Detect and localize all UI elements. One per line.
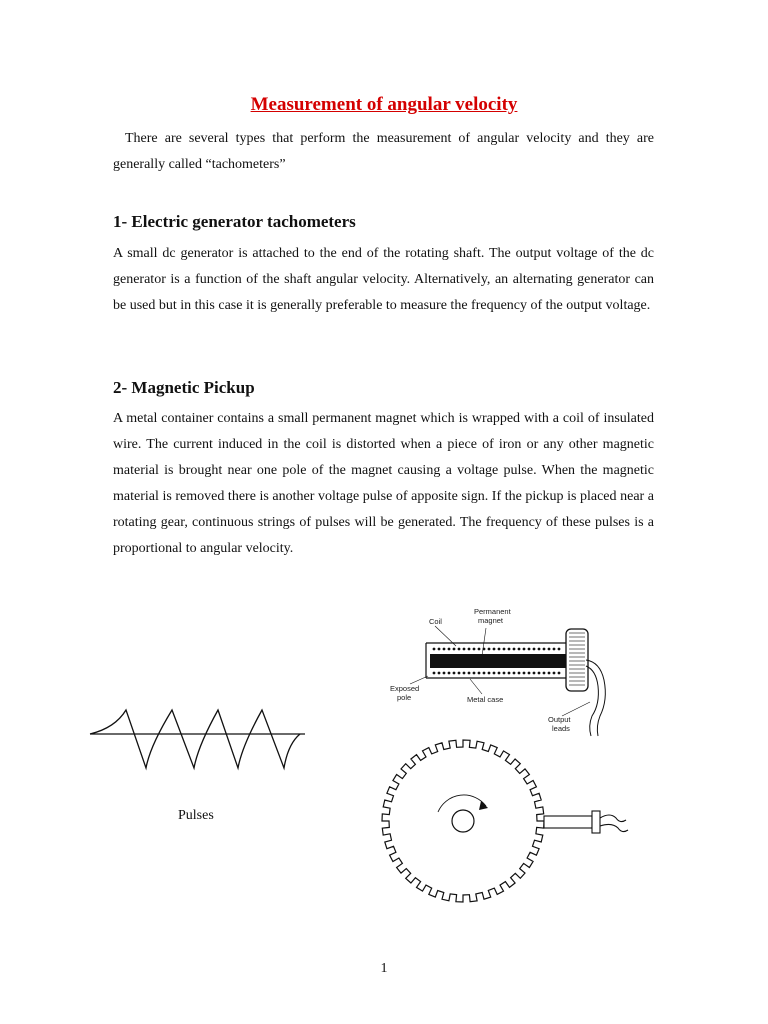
coil-winding-dot: [478, 672, 481, 675]
coil-winding-dot: [453, 672, 456, 675]
coil-winding-dot: [448, 648, 451, 651]
label-magnet: magnet: [478, 616, 504, 625]
coil-winding-dot: [493, 648, 496, 651]
coil-winding-dot: [483, 672, 486, 675]
coil-winding-dot: [543, 672, 546, 675]
coil-winding-dot: [528, 672, 531, 675]
coil-winding-dot: [443, 648, 446, 651]
label-metal-case: Metal case: [467, 695, 504, 704]
coil-winding-dot: [493, 672, 496, 675]
coil-winding-dot: [458, 672, 461, 675]
coil-winding-dot: [503, 648, 506, 651]
coil-winding-dot: [498, 672, 501, 675]
coil-winding-dot: [468, 672, 471, 675]
coil-winding-dot: [488, 672, 491, 675]
section-2-heading: 2- Magnetic Pickup: [113, 378, 255, 397]
sensor-lead-1: [600, 815, 626, 822]
coil-winding-dot: [518, 648, 521, 651]
coil-winding-dot: [508, 648, 511, 651]
coil-winding-dot: [523, 648, 526, 651]
gear-pickup-sensor: [544, 811, 628, 833]
leader-exposed-pole: [410, 676, 428, 684]
sensor-cap: [592, 811, 600, 833]
section-1-heading: 1- Electric generator tachometers: [113, 212, 356, 231]
coil-winding-dot: [553, 672, 556, 675]
end-cap: [566, 629, 588, 691]
coil-winding-dot: [558, 648, 561, 651]
coil-winding-dot: [553, 648, 556, 651]
gear-hub: [452, 810, 474, 832]
coil-winding-dot: [478, 648, 481, 651]
section-2-body: A metal container contains a small permanent magnet which is wrapped with a coil of insulated wire. The current induced in the coil is distorted when a piece of iron or any other magnetic material is brought near one pole of the magnet causing a voltage pulse. When the magnetic material is removed there is another voltage pulse of apposite sign. If the pickup is placed near a rotating gear, continuous strings of pulses will be generated. The frequency of these pulses is a proportional to angular velocity.: [113, 411, 654, 556]
coil-winding-dot: [433, 672, 436, 675]
coil-winding-dot: [513, 672, 516, 675]
coil-winding-dot: [438, 648, 441, 651]
coil-winding-dot: [538, 672, 541, 675]
waveform-pulses: [90, 710, 300, 768]
coil-winding-dot: [548, 648, 551, 651]
coil-winding-dot: [503, 672, 506, 675]
sensor-body: [544, 816, 592, 828]
coil-top-windings: [433, 648, 561, 651]
coil-winding-dot: [533, 672, 536, 675]
label-permanent: Permanent: [474, 607, 511, 616]
coil-winding-dot: [438, 672, 441, 675]
coil-winding-dot: [473, 648, 476, 651]
coil-winding-dot: [488, 648, 491, 651]
coil-winding-dot: [453, 648, 456, 651]
section-1-body: A small dc generator is attached to the end of the rotating shaft. The output voltage of the dc generator is a function of the shaft angular velocity. Alternatively, an alternating generator can be used but in this case it is generally preferable to measure the frequency of the output voltage.: [113, 246, 654, 313]
output-lead-1: [586, 660, 605, 736]
coil-bottom-windings: [433, 672, 561, 675]
leader-output-leads: [562, 702, 590, 716]
coil-winding-dot: [548, 672, 551, 675]
magnetic-pickup: [390, 607, 605, 736]
coil-winding-dot: [433, 648, 436, 651]
coil-winding-dot: [448, 672, 451, 675]
coil-winding-dot: [558, 672, 561, 675]
coil-winding-dot: [513, 648, 516, 651]
page-title: Measurement of angular velocity: [250, 94, 518, 115]
coil-winding-dot: [463, 672, 466, 675]
sensor-lead-2: [600, 824, 628, 831]
coil-winding-dot: [498, 648, 501, 651]
coil-winding-dot: [508, 672, 511, 675]
coil-winding-dot: [468, 648, 471, 651]
coil-winding-dot: [463, 648, 466, 651]
pulses-caption: Pulses: [178, 808, 214, 823]
leader-metal-case: [470, 679, 482, 694]
page-number: 1: [380, 961, 388, 976]
coil-winding-dot: [543, 648, 546, 651]
label-pole: pole: [397, 693, 412, 702]
label-leads: leads: [552, 724, 570, 733]
coil-winding-dot: [518, 672, 521, 675]
label-output: Output: [548, 715, 571, 724]
coil-winding-dot: [523, 672, 526, 675]
coil-winding-dot: [533, 648, 536, 651]
coil-winding-dot: [538, 648, 541, 651]
coil-winding-dot: [473, 672, 476, 675]
coil-winding-dot: [458, 648, 461, 651]
leader-magnet: [482, 628, 486, 656]
pulse-waveform: [90, 710, 305, 768]
label-exposed: Exposed: [390, 684, 420, 693]
toothed-gear: [382, 740, 544, 902]
label-coil: Coil: [429, 617, 442, 626]
permanent-magnet: [430, 654, 568, 668]
intro-paragraph: There are several types that perform the measurement of angular velocity and they are generally called “tachometers”: [113, 131, 654, 172]
coil-winding-dot: [528, 648, 531, 651]
coil-winding-dot: [443, 672, 446, 675]
